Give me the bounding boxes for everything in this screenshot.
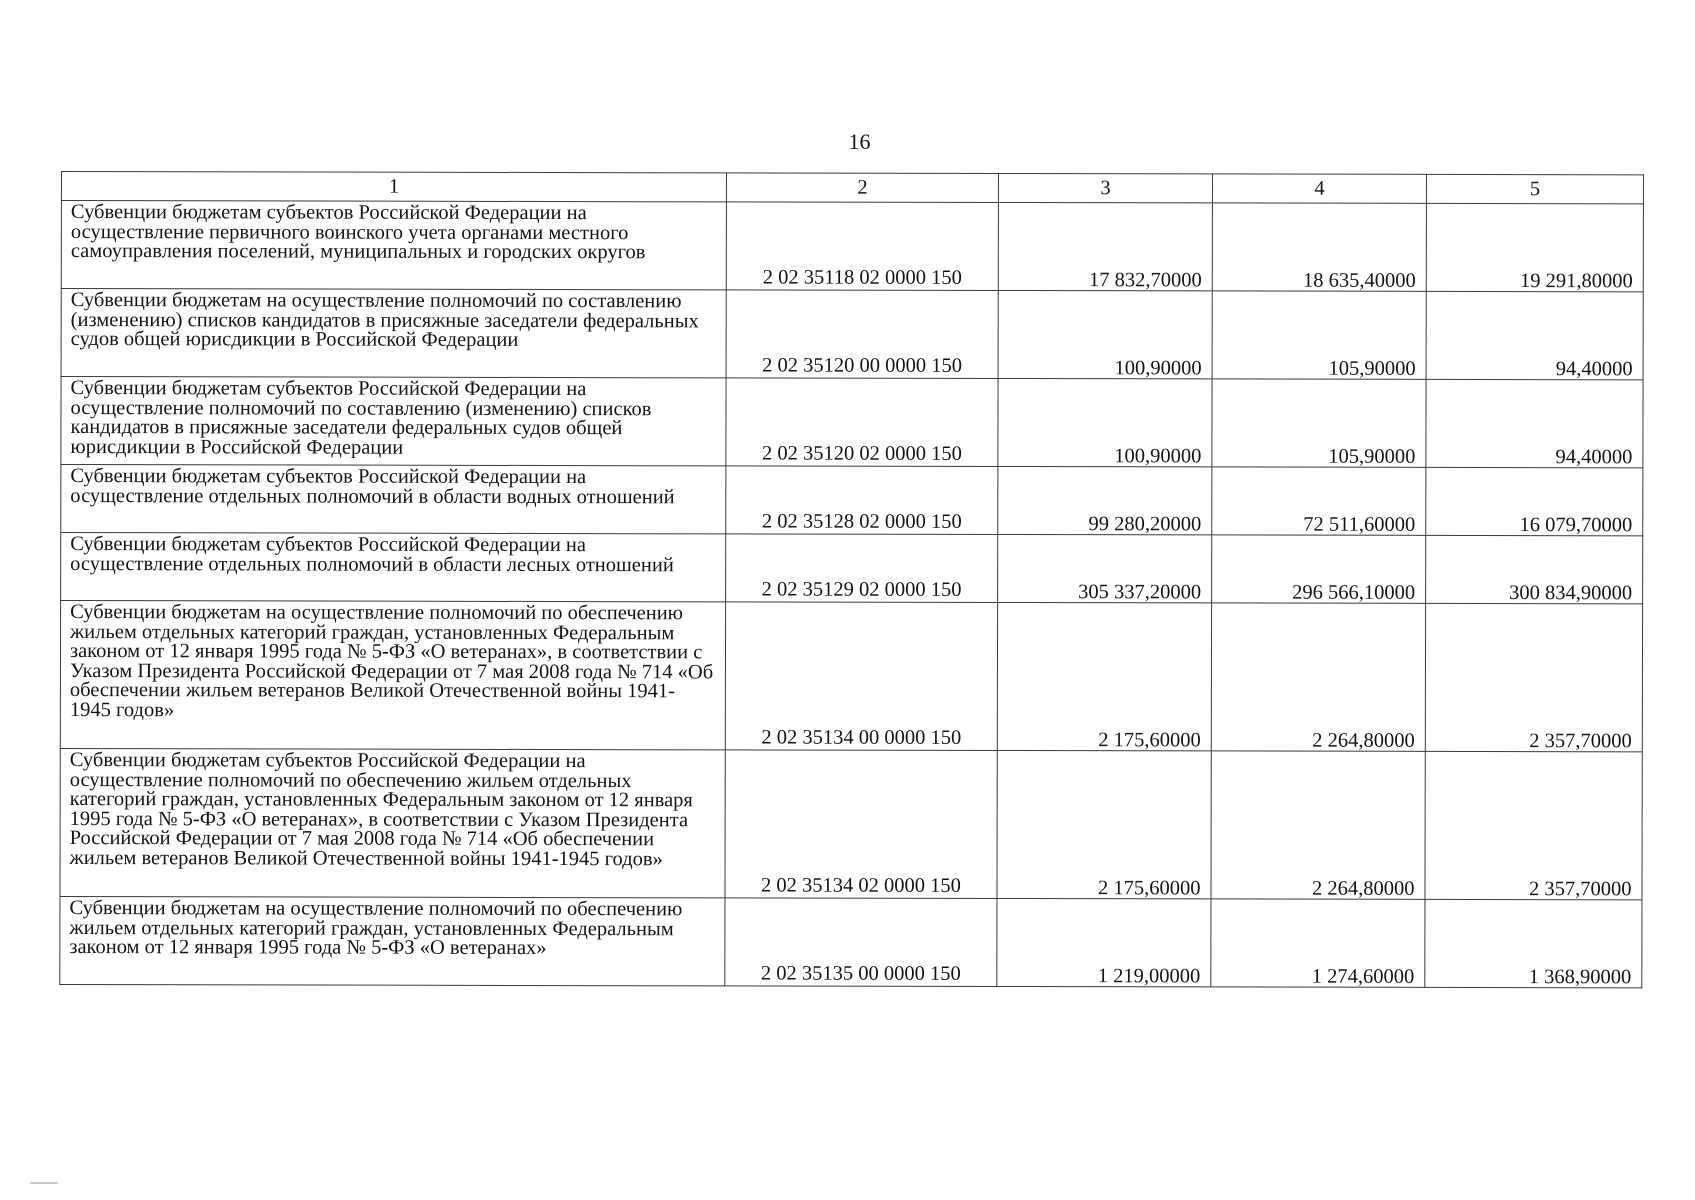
row-value-3: 1 219,00000 xyxy=(997,898,1211,986)
row-name: Субвенции бюджетам на осуществление полномочий по составлению (изменению) списков кандидатов в присяжные заседатели федеральных судов общей юрисдикции в Российской Федерации xyxy=(61,289,726,378)
budget-table xyxy=(59,171,1644,988)
table-row xyxy=(61,465,1643,536)
scan-mark xyxy=(30,1182,58,1184)
row-value-4: 2 264,80000 xyxy=(1211,751,1425,899)
table-row xyxy=(60,748,1642,899)
row-value-3: 2 175,60000 xyxy=(997,602,1211,750)
row-value-4: 105,90000 xyxy=(1212,379,1426,467)
row-name: Субвенции бюджетам субъектов Российской Федерации на осуществление полномочий по составлению (изменению) списков кандидатов в присяжные заседатели федеральных судов общей юрисдикции в Российской Федерации xyxy=(61,377,726,466)
row-value-4: 296 566,10000 xyxy=(1212,535,1426,603)
row-value-4: 18 635,40000 xyxy=(1212,203,1426,291)
row-value-5: 94,40000 xyxy=(1426,379,1643,467)
row-value-3: 99 280,20000 xyxy=(998,466,1212,534)
row-value-5: 2 357,70000 xyxy=(1425,603,1642,751)
row-value-3: 100,90000 xyxy=(998,378,1212,466)
column-header-1: 1 xyxy=(61,172,726,202)
column-header-4: 4 xyxy=(1212,174,1426,203)
row-value-4: 1 274,60000 xyxy=(1211,899,1425,987)
row-code: 2 02 35129 02 0000 150 xyxy=(726,534,998,603)
row-name: Субвенции бюджетам субъектов Российской Федерации на осуществление отдельных полномочий в области лесных отношений xyxy=(61,533,726,602)
row-value-4: 105,90000 xyxy=(1212,291,1426,379)
row-code: 2 02 35118 02 0000 150 xyxy=(726,202,998,291)
row-value-5: 94,40000 xyxy=(1426,291,1643,379)
row-name: Субвенции бюджетам субъектов Российской Федерации на осуществление отдельных полномочий в области водных отношений xyxy=(61,465,726,534)
row-value-4: 2 264,80000 xyxy=(1211,603,1425,751)
row-value-4: 72 511,60000 xyxy=(1212,467,1426,535)
row-value-5: 1 368,90000 xyxy=(1425,899,1642,987)
column-header-3: 3 xyxy=(998,173,1212,202)
table-row xyxy=(60,896,1642,987)
row-name: Субвенции бюджетам субъектов Российской Федерации на осуществление первичного воинского учета органами местного самоуправления поселений, муниципальных и городских округов xyxy=(61,201,726,290)
row-code: 2 02 35120 02 0000 150 xyxy=(726,378,998,467)
header-row xyxy=(61,172,1643,204)
row-value-5: 19 291,80000 xyxy=(1426,203,1643,291)
row-name: Субвенции бюджетам на осуществление полномочий по обеспечению жильем отдельных категорий граждан, установленных Федеральным законом от 12 января 1995 года № 5-ФЗ «О ветеранах», в соответствии с Указом Президента Российской Федерации от 7 мая 2008 года № 714 «Об обеспечении жильем ветеранов Великой Отечественной войны 1941-1945 годов» xyxy=(60,601,725,750)
table-row xyxy=(61,289,1643,380)
row-name: Субвенции бюджетам на осуществление полномочий по обеспечению жильем отдельных категорий граждан, установленных Федеральным законом от 12 января 1995 года № 5-ФЗ «О ветеранах» xyxy=(60,896,725,985)
page-number: 16 xyxy=(848,129,871,154)
row-value-5: 2 357,70000 xyxy=(1425,751,1642,899)
row-code: 2 02 35134 02 0000 150 xyxy=(725,750,997,899)
row-value-5: 300 834,90000 xyxy=(1426,535,1643,603)
row-value-3: 305 337,20000 xyxy=(998,534,1212,602)
row-name: Субвенции бюджетам субъектов Российской Федерации на осуществление полномочий по обеспечению жильем отдельных категорий граждан, установленных Федеральным законом от 12 января 1995 года № 5-ФЗ «О ветеранах», в соответствии с Указом Президента Российской Федерации от 7 мая 2008 года № 714 «Об обеспечении жильем ветеранов Великой Отечественной войны 1941-1945 годов» xyxy=(60,748,725,897)
row-value-3: 100,90000 xyxy=(998,290,1212,378)
row-code: 2 02 35120 00 0000 150 xyxy=(726,290,998,379)
row-code: 2 02 35128 02 0000 150 xyxy=(726,466,998,535)
table-row xyxy=(61,533,1643,604)
row-value-5: 16 079,70000 xyxy=(1426,467,1643,535)
row-code: 2 02 35134 00 0000 150 xyxy=(725,602,997,751)
table-row xyxy=(61,201,1643,292)
column-header-2: 2 xyxy=(726,173,998,203)
column-header-5: 5 xyxy=(1426,174,1643,203)
row-code: 2 02 35135 00 0000 150 xyxy=(725,898,997,987)
table-row xyxy=(60,601,1642,752)
table-row xyxy=(61,377,1643,468)
row-value-3: 17 832,70000 xyxy=(998,202,1212,290)
row-value-3: 2 175,60000 xyxy=(997,750,1211,898)
